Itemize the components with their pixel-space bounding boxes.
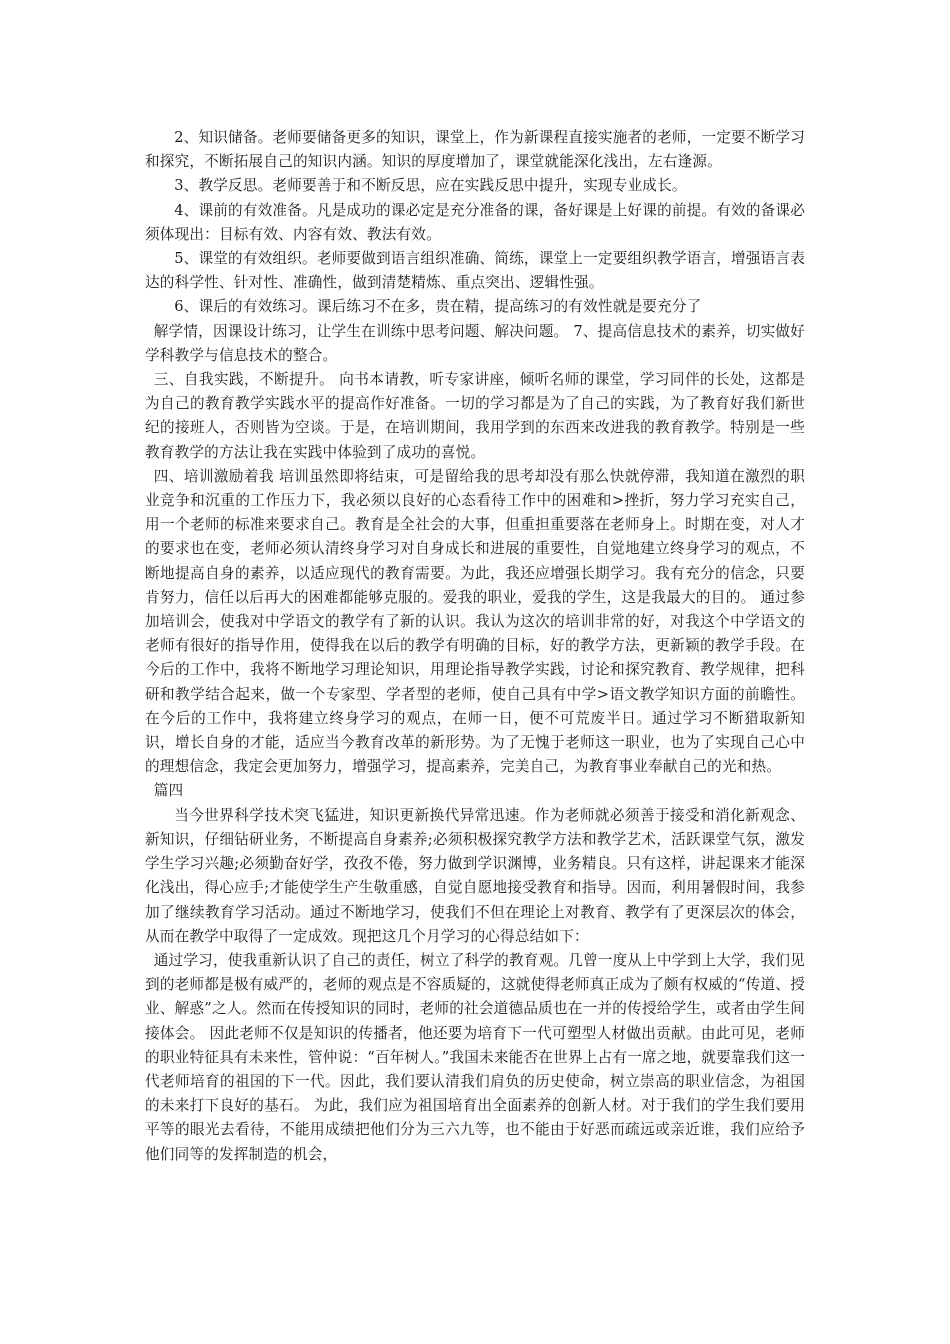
paragraph-training-inspiration: 四、培训激励着我 培训虽然即将结束，可是留给我的思考却没有那么快就停滞，我知道在激烈的职业竞争和沉重的工作压力下，我必须以良好的心态看待工作中的困难和>挫折，努力学习充实自己，用一个老师的标准来要求自己。教育是全社会的大事，但重担重要落在老师身上。时期在变，对人才的要求也在变，老师必须认清终身学习对自身成长和进展的重要性，自觉地建立终身学习的观点，不断地提高自身的素养，以适应现代的教育需要。为此，我还应增强长期学习。我有充分的信念，只要肯努力，信任以后再大的困难都能够克服的。爱我的职业，爱我的学生，这是我最大的目的。 通过参加培训会，使我对中学语文的教学有了新的认识。我认为这次的培训非常的好，对我这个中学语文的老师有很好的指导作用，使得我在以后的教学有明确的目标，好的教学方法，更新颖的教学手段。在今后的工作中，我将不断地学习理论知识，用理论指导教学实践，讨论和探究教育、教学规律，把科研和教学结合起来，做一个专家型、学者型的老师，使自己具有中学>语文教学知识方面的前瞻性。在今后的工作中，我将建立终身学习的观点，在师一日，便不可荒废半日。通过学习不断猎取新知识，增长自身的才能，适应当今教育改革的新形势。为了无愧于老师这一职业，也为了实现自己心中的理想信念，我定会更加努力，增强学习，提高素养，完美自己，为教育事业奉献自己的光和热。: [145, 467, 805, 776]
paragraph-pre-class-preparation: 4、课前的有效准备。凡是成功的课必定是充分准备的课，备好课是上好课的前提。有效的备课必须体现出：目标有效、内容有效、教法有效。: [145, 201, 806, 243]
document-body: [145, 126, 805, 1167]
section-title-part-four: 篇四: [153, 782, 184, 800]
paragraph-teaching-reflection: 3、教学反思。老师要善于和不断反思，应在实践反思中提升，实现专业成长。: [174, 177, 687, 195]
paragraph-science-progress: 当今世界科学技术突飞猛进，知识更新换代异常迅速。作为老师就必须善于接受和消化新观念、新知识，仔细钻研业务，不断提高自身素养;必须积极探究教学方法和教学艺术，活跃课堂气氛，激发学生学习兴趣;必须勤奋好学，孜孜不倦，努力做到学识渊博，业务精良。只有这样，讲起课来才能深化浅出，得心应手;才能使学生产生敬重感，自觉自愿地接受教育和指导。因而，利用暑假时间，我参加了继续教育学习活动。通过不断地学习，使我们不但在理论上对教育、教学有了更深层次的体会，从而在教学中取得了一定成效。现把这几个月学习的心得总结如下：: [145, 806, 805, 945]
paragraph-classroom-organization: 5、课堂的有效组织。老师要做到语言组织准确、简练，课堂上一定要组织教学语言，增强语言表达的科学性、针对性、准确性，做到清楚精炼、重点突出、逻辑性强。: [145, 250, 806, 292]
paragraph-self-practice: 三、自我实践，不断提升。 向书本请教，听专家讲座，倾听名师的课堂，学习同伴的长处，这都是为自己的教育教学实践水平的提高作好准备。一切的学习都是为了自己的实践，为了教育好我们新世纪的接班人，否则皆为空谈。于是，在培训期间，我用学到的东西来改进我的教育教学。特别是一些教育教学的方法让我在实践中体验到了成功的喜悦。: [145, 371, 805, 461]
paragraph-knowledge-reserve: 2、知识储备。老师要储备更多的知识，课堂上，作为新课程直接实施者的老师，一定要不断学习和探究，不断拓展自己的知识内涵。知识的厚度增加了，课堂就能深化浅出，左右逢源。: [145, 129, 806, 171]
paragraph-practice-continued: 解学情，因课设计练习，让学生在训练中思考问题、解决问题。 7、提高信息技术的素养，切实做好学科教学与信息技术的整合。: [145, 322, 805, 364]
paragraph-after-class-practice: 6、课后的有效练习。课后练习不在多，贵在精，提高练习的有效性就是要充分了: [174, 298, 702, 316]
paragraph-responsibility: 通过学习，使我重新认识了自己的责任，树立了科学的教育观。几曾一度从上中学到上大学，我们见到的老师都是极有威严的，老师的观点是不容质疑的，这就使得老师真正成为了颇有权威的“传道、授业、解惑”之人。然而在传授知识的同时，老师的社会道德品质也在一并的传授给学生，或者由学生间接体会。 因此老师不仅是知识的传播者，他还要为培育下一代可塑型人材做出贡献。由此可见，老师的职业特征具有未来性，管仲说：“百年树人。”我国未来能否在世界上占有一席之地，就要靠我们这一代老师培育的祖国的下一代。因此，我们要认清我们肩负的历史使命，树立崇高的职业信念，为祖国的未来打下良好的基石。 为此，我们应为祖国培育出全面素养的创新人材。对于我们的学生我们要用平等的眼光去看待，不能用成绩把他们分为三六九等，也不能由于好恶而疏远或亲近谁，我们应给予他们同等的发挥制造的机会，: [145, 951, 805, 1163]
